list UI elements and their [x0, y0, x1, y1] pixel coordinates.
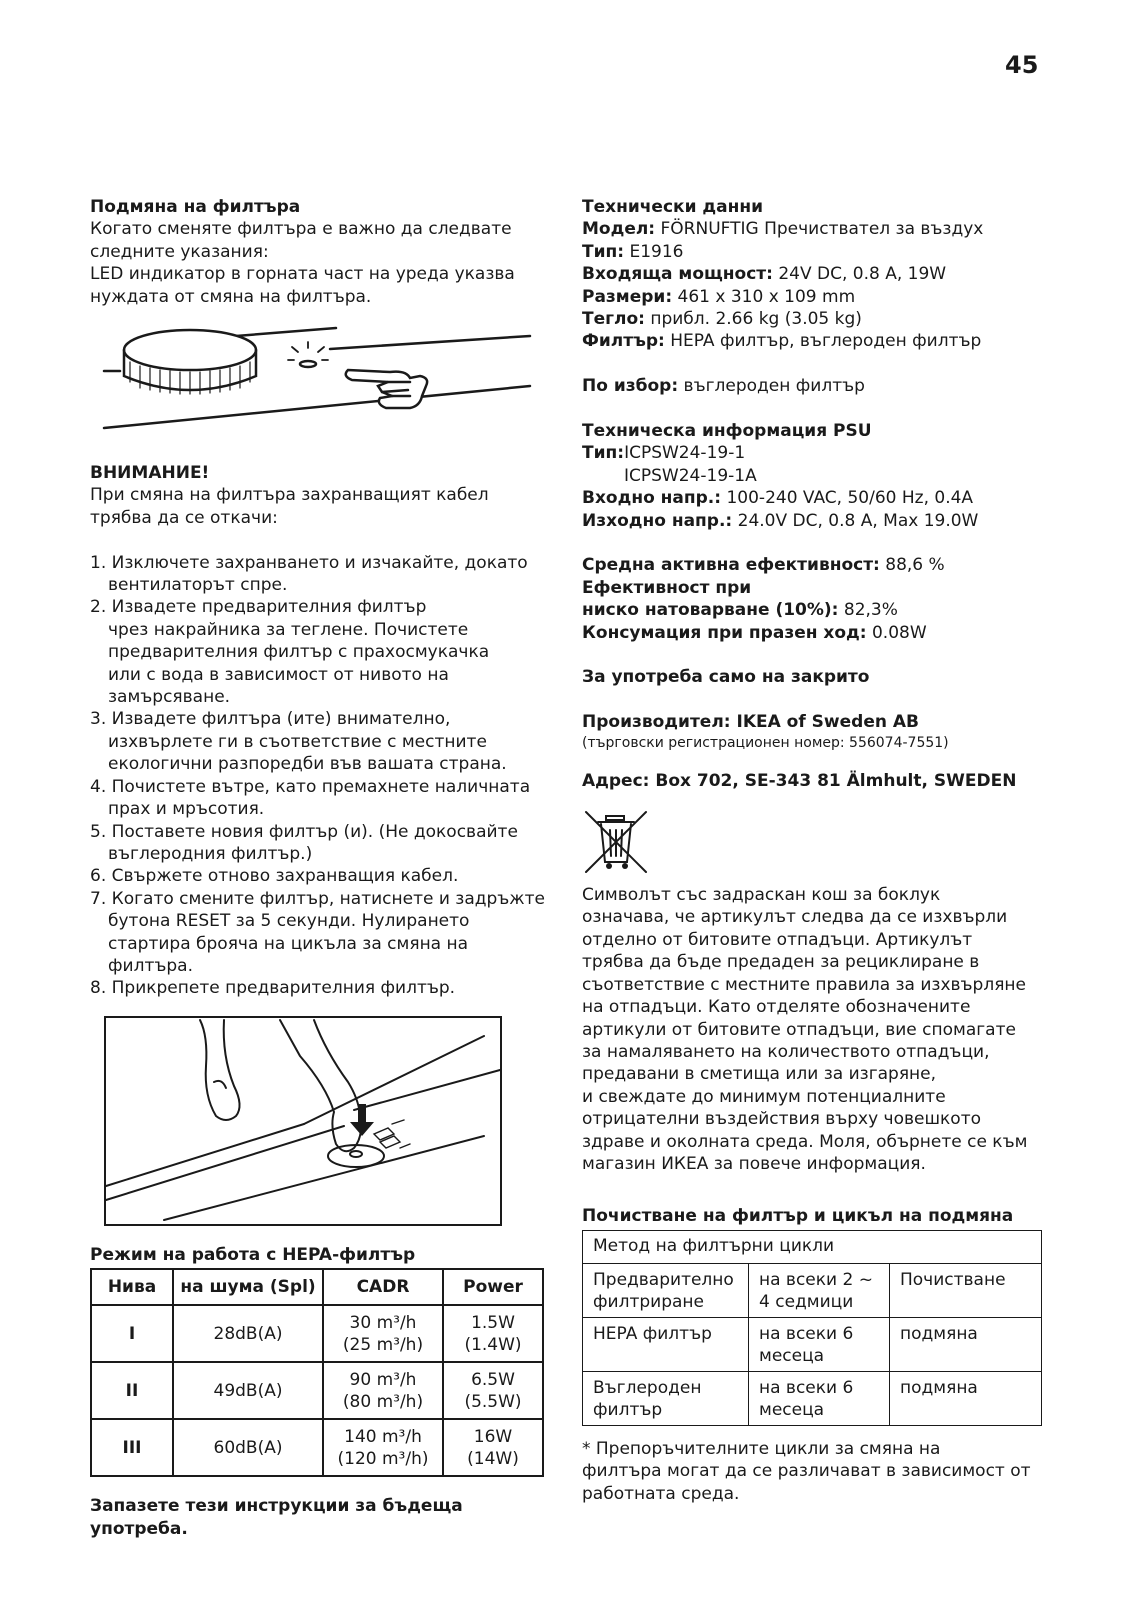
cycle-table-title: Почистване на филтър и цикъл на подмяна — [582, 1206, 1014, 1227]
level-cell: II — [91, 1362, 173, 1419]
table-header-row — [91, 1269, 543, 1305]
column-header: CADR — [323, 1269, 443, 1305]
warning-line: трябва да се откачи: — [90, 507, 278, 528]
spec-input-power: Входяща мощност: 24V DC, 0.8 A, 19W — [582, 264, 947, 285]
table-header-cell: Метод на филтърни цикли — [583, 1230, 1042, 1263]
replace-intro-line: следните указания: — [90, 241, 269, 262]
weee-line: предавани в сметища или за изгаряне, — [582, 1064, 937, 1085]
weee-text — [582, 884, 1052, 1175]
spec-model: Модел: FÖRNUFTIG Пречиствател за въздух — [582, 219, 984, 240]
filter-type-cell: HEPA филтър — [583, 1317, 749, 1371]
weee-line: и свеждате до минимум потенциалните — [582, 1086, 946, 1107]
list-item: 1. Изключете захранването и изчакайте, докато вентилаторът спре. — [90, 552, 528, 596]
table-row — [91, 1419, 543, 1476]
efficiency-average: Средна активна ефективност: 88,6 % — [582, 555, 945, 576]
indoor-use: За употреба само на закрито — [582, 667, 870, 688]
replace-intro-line: Когато сменяте филтъра е важно да следвате — [90, 219, 512, 240]
action-cell: подмяна — [890, 1371, 1042, 1425]
weee-line: артикули от битовите отпадъци, вие спомагате — [582, 1019, 1016, 1040]
cadr-cell: 140 m³/h (120 m³/h) — [323, 1419, 443, 1476]
cadr-cell: 90 m³/h (80 m³/h) — [323, 1362, 443, 1419]
table-row — [583, 1371, 1042, 1425]
filter-type-cell: Предварително филтриране — [583, 1263, 749, 1317]
power-cell: 6.5W (5.5W) — [443, 1362, 543, 1419]
spec-weight: Тегло: прибл. 2.66 kg (3.05 kg) — [582, 309, 862, 330]
cadr-cell: 30 m³/h (25 m³/h) — [323, 1305, 443, 1362]
crossed-bin-icon — [582, 806, 652, 876]
interval-cell: на всеки 2 ~ 4 седмици — [749, 1263, 890, 1317]
power-cell: 1.5W (1.4W) — [443, 1305, 543, 1362]
warning-title: ВНИМАНИЕ! — [90, 463, 210, 484]
spec-filter: Филтър: HEPA филтър, въглероден филтър — [582, 331, 982, 352]
left-column — [90, 196, 550, 1540]
psu-output: Изходно напр.: 24.0V DC, 0.8 A, Max 19.0W — [582, 510, 979, 531]
weee-line: здраве и околната среда. Моля, обърнете се към — [582, 1131, 1028, 1152]
column-header: Нива — [91, 1269, 173, 1305]
table-row — [91, 1305, 543, 1362]
psu-type: Тип:ICPSW24-19-1 — [582, 443, 746, 464]
manufacturer: Производител: IKEA of Sweden AB — [582, 712, 919, 733]
weee-line: отделно от битовите отпадъци. Артикулът — [582, 929, 973, 950]
list-item: 4. Почистете вътре, като премахнете наличната прах и мръсотия. — [90, 776, 531, 820]
weee-line: на отпадъци. Като отделяте обозначените — [582, 997, 971, 1018]
psu-type-alt: ICPSW24-19-1A — [624, 465, 757, 486]
replace-title: Подмяна на филтъра — [90, 197, 301, 217]
psu-input: Входно напр.: 100-240 VAC, 50/60 Hz, 0.4A — [582, 488, 974, 509]
efficiency-low-load: Ефективност при ниско натоварване (10%): 82,3% — [582, 577, 898, 621]
column-header: Power — [443, 1269, 543, 1305]
list-item: 6. Свържете отново захранващия кабел. — [90, 866, 459, 887]
hepa-mode-table — [90, 1268, 544, 1477]
psu-title: Техническа информация PSU — [582, 421, 872, 442]
noise-cell: 60dB(A) — [173, 1419, 323, 1476]
replace-intro-line: нуждата от смяна на филтъра. — [90, 286, 372, 307]
table-header-row — [583, 1230, 1042, 1263]
list-item: 5. Поставете новия филтър (и). (Не докосвайте въглеродния филтър.) — [90, 821, 518, 864]
level-cell: III — [91, 1419, 173, 1476]
weee-line: отрицателни въздействия върху човешкото — [582, 1109, 982, 1130]
filter-cycle-table — [582, 1230, 1042, 1426]
interval-cell: на всеки 6 месеца — [749, 1317, 890, 1371]
weee-line: магазин ИКЕА за повече информация. — [582, 1153, 926, 1174]
weee-line: съответствие с местните правила за изхвърляне — [582, 974, 1027, 995]
right-column — [582, 196, 1052, 1505]
led-indicator-illustration — [90, 316, 550, 448]
step-list — [90, 552, 550, 1000]
action-cell: Почистване — [890, 1263, 1042, 1317]
spec-dimensions: Размери: 461 x 310 x 109 mm — [582, 286, 856, 307]
weee-line: означава, че артикулът следва да се изхвърли — [582, 907, 1008, 928]
action-cell: подмяна — [890, 1317, 1042, 1371]
list-item: 7. Когато смените филтър, натиснете и задръжте бутона RESET за 5 секунди. Нулирането стартира брояча на цикъла за смяна на филтъра. — [90, 888, 545, 976]
column-header: на шума (Spl) — [173, 1269, 323, 1305]
hepa-table-title: Режим на работа с HEPA-филтър — [90, 1244, 416, 1265]
level-cell: I — [91, 1305, 173, 1362]
spec-optional: По избор: въглероден филтър — [582, 376, 865, 397]
list-item: 8. Прикрепете предварителния филтър. — [90, 978, 456, 999]
idle-consumption: Консумация при празен ход: 0.08W — [582, 622, 927, 643]
warning-line: При смяна на филтъра захранващият кабел — [90, 485, 489, 506]
noise-cell: 28dB(A) — [173, 1305, 323, 1362]
weee-line: за намаляването на количеството отпадъци, — [582, 1041, 990, 1062]
cycle-note: * Препоръчителните цикли за смяна на филтъра могат да се различават в зависимост от работната среда. — [582, 1438, 1031, 1504]
weee-line: трябва да бъде предаден за рециклиране в — [582, 952, 980, 973]
reset-button-illustration — [104, 1016, 504, 1228]
filter-type-cell: Въглероден филтър — [583, 1371, 749, 1425]
interval-cell: на всеки 6 месеца — [749, 1371, 890, 1425]
list-item: 3. Извадете филтъра (ите) внимателно, изхвърлете ги в съответствие с местните екологични разпоредби във вашата страна. — [90, 709, 507, 775]
table-row — [583, 1317, 1042, 1371]
registration-number: (търговски регистрационен номер: 556074-7551) — [582, 734, 949, 751]
tech-data-title: Технически данни — [582, 197, 763, 217]
table-row — [91, 1362, 543, 1419]
list-item: 2. Извадете предварителния филтър чрез накрайника за теглене. Почистете предварителния филтър с прахосмукачка или с вода в зависимост от нивото на замърсяване. — [90, 597, 490, 708]
table-row — [583, 1263, 1042, 1317]
weee-line: Символът със задраскан кош за боклук — [582, 885, 941, 906]
keep-instructions: Запазете тези инструкции за бъдеща употреба. — [90, 1496, 463, 1539]
address: Адрес: Box 702, SE-343 81 Älmhult, SWEDEN — [582, 770, 1017, 791]
replace-intro-line: LED индикатор в горната част на уреда указва — [90, 264, 515, 285]
power-cell: 16W (14W) — [443, 1419, 543, 1476]
noise-cell: 49dB(A) — [173, 1362, 323, 1419]
spec-type: Тип: E1916 — [582, 241, 684, 262]
page-number: 45 — [1005, 51, 1039, 79]
